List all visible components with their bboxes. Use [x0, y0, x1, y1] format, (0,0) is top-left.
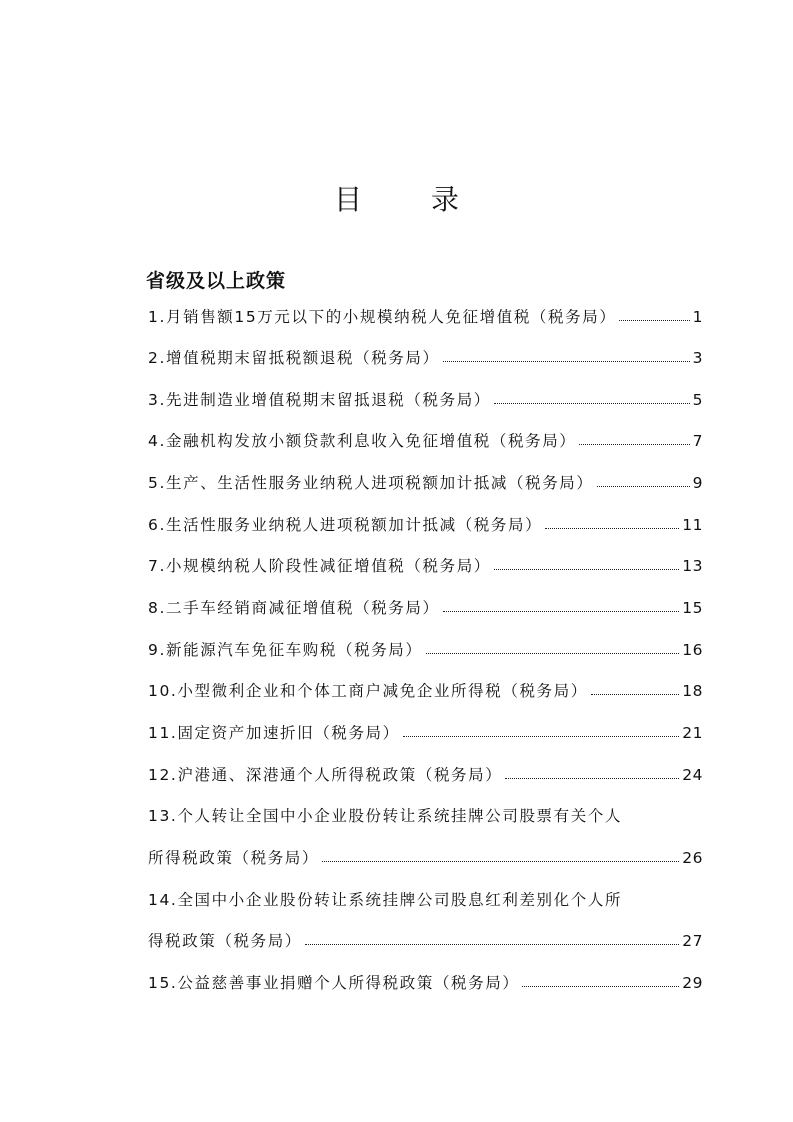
toc-page-number: 13	[682, 557, 703, 575]
page-title: 目 录	[334, 183, 489, 216]
toc-entry[interactable]	[148, 638, 703, 660]
toc-entry[interactable]	[148, 763, 703, 785]
dot-leader	[305, 944, 679, 945]
dot-leader	[545, 528, 679, 529]
dot-leader	[443, 361, 690, 362]
toc-entry-label: 4.金融机构发放小额贷款利息收入免征增值税（税务局）	[148, 432, 577, 450]
toc-page-number: 7	[692, 432, 703, 450]
dot-leader	[591, 694, 679, 695]
toc-entry-label: 1.月销售额15万元以下的小规模纳税人免征增值税（税务局）	[148, 308, 617, 326]
toc-entry[interactable]	[148, 846, 703, 868]
dot-leader	[619, 320, 689, 321]
toc-page-number: 16	[682, 641, 703, 659]
toc-entry-label: 10.小型微利企业和个体工商户减免企业所得税（税务局）	[148, 682, 588, 700]
toc-entry[interactable]	[148, 721, 703, 743]
toc-page-number: 26	[682, 849, 703, 867]
toc-entry[interactable]	[148, 305, 703, 327]
dot-leader	[443, 611, 680, 612]
dot-leader	[522, 986, 679, 987]
dot-leader	[494, 403, 690, 404]
toc-entry-label: 5.生产、生活性服务业纳税人进项税额加计抵减（税务局）	[148, 474, 594, 492]
toc-page-number: 29	[682, 974, 703, 992]
dot-leader	[597, 486, 690, 487]
toc-entry[interactable]	[148, 471, 703, 493]
dot-leader	[494, 569, 679, 570]
toc-entry[interactable]	[148, 554, 703, 576]
toc-entry[interactable]	[148, 971, 703, 993]
toc-entry-label: 7.小规模纳税人阶段性减征增值税（税务局）	[148, 557, 491, 575]
toc-page-number: 11	[682, 516, 703, 534]
toc-entry[interactable]	[148, 388, 703, 410]
toc-page-number: 3	[692, 349, 703, 367]
toc-entry[interactable]	[148, 429, 703, 451]
toc-entry[interactable]	[148, 679, 703, 701]
toc-entry-label-line2: 得税政策（税务局）	[148, 932, 302, 950]
toc-entry-label: 15.公益慈善事业捐赠个人所得税政策（税务局）	[148, 974, 520, 992]
toc-entry-label-line1[interactable]: 13.个人转让全国中小企业股份转让系统挂牌公司股票有关个人	[148, 807, 623, 825]
dot-leader	[426, 653, 680, 654]
toc-page-number: 27	[682, 932, 703, 950]
toc-page-number: 18	[682, 682, 703, 700]
toc-page-number: 1	[692, 308, 703, 326]
toc-page-number: 24	[682, 766, 703, 784]
toc-entry-label: 2.增值税期末留抵税额退税（税务局）	[148, 349, 440, 367]
toc-entry-label-line2: 所得税政策（税务局）	[148, 849, 320, 867]
dot-leader	[322, 861, 679, 862]
toc-entry-label: 12.沪港通、深港通个人所得税政策（税务局）	[148, 766, 503, 784]
toc-entry-label: 6.生活性服务业纳税人进项税额加计抵减（税务局）	[148, 516, 543, 534]
toc-page-number: 5	[692, 391, 703, 409]
dot-leader	[579, 444, 689, 445]
dot-leader	[403, 736, 680, 737]
toc-page-number: 21	[682, 724, 703, 742]
toc-entry-label: 8.二手车经销商减征增值税（税务局）	[148, 599, 440, 617]
toc-entry[interactable]	[148, 929, 703, 951]
section-heading: 省级及以上政策	[146, 270, 287, 292]
toc-page-number: 9	[692, 474, 703, 492]
toc-entry-label: 11.固定资产加速折旧（税务局）	[148, 724, 400, 742]
toc-page-number: 15	[682, 599, 703, 617]
toc-entry-label: 3.先进制造业增值税期末留抵退税（税务局）	[148, 391, 491, 409]
toc-entry[interactable]	[148, 513, 703, 535]
toc-entry-label: 9.新能源汽车免征车购税（税务局）	[148, 641, 423, 659]
dot-leader	[505, 778, 679, 779]
toc-entry[interactable]	[148, 596, 703, 618]
toc-entry-label-line1[interactable]: 14.全国中小企业股份转让系统挂牌公司股息红利差别化个人所	[148, 891, 623, 909]
toc-entry[interactable]	[148, 346, 703, 368]
